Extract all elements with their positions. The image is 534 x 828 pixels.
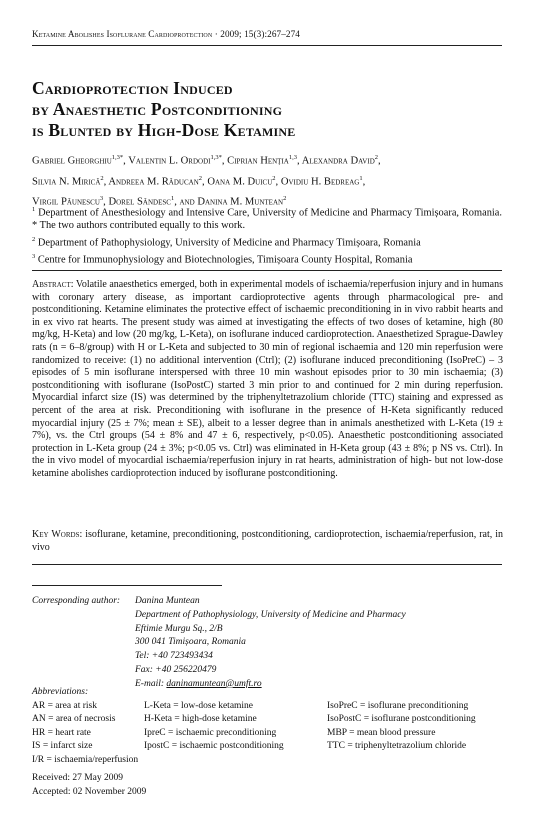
abbreviations-column-1: [32, 700, 138, 767]
author-affiliation: 2: [374, 154, 378, 161]
title-line: is Blunted by High-Dose Ketamine: [32, 120, 296, 140]
author-name: Oana M. Duicu: [207, 176, 273, 188]
author-affiliation: 1,3*: [210, 154, 222, 161]
abbreviation-item: IpreC = ischaemic preconditioning: [144, 727, 277, 738]
author-name: Ciprian Henția: [227, 155, 289, 167]
author-name: Alexandra David: [301, 155, 375, 167]
author-name: Gabriel Gheorghiu: [32, 155, 112, 167]
abbreviation-item: HR = heart rate: [32, 727, 91, 738]
title-line: Cardioprotection Induced: [32, 78, 233, 98]
email-link[interactable]: daninamuntean@umft.ro: [166, 678, 262, 689]
corresponding-city: 300 041 Timișoara, Romania: [135, 637, 246, 648]
affiliation-number: 1: [32, 206, 36, 213]
footnote-rule: [32, 585, 222, 586]
author-affiliation: 2: [283, 195, 287, 203]
author-affiliation: 1,3*: [111, 154, 124, 161]
abstract-text: Volatile anaesthetics emerged, both in experimental models of ischaemia/reperfusion injury and in humans with coronary artery disease, as important cardioprotective agents through pharmacological pre- and postconditioning. Ketamine eliminates the protective effect of ischaemic preconditioning in in vivo rabbit hearts and in ex vivo rat hearts. The present study was aimed at investigating the effects of two doses of ketamine, high (80 mg/kg, H-Keta) and low (20 mg/kg, L-Keta), on isoflurane induced cardioprotection. Anaesthetized Sprague-Dawley rats (n = 6–8/group) with H or L-Keta and subjected to 30 min of regional ischaemia and 120 min reperfusion were randomized to receive: (1) no additional intervention (Ctrl); (2) isoflurane induced preconditioning (IsoPreC) – 3 episodes of 5 min isoflurane interspersed with three 10 min washout episodes prior to 30 min ischaemia; (3) postconditioning with isoflurane (IsoPostC) started 3 min prior to and continued for 2 min during reperfusion. Myocardial infarct size (IS) was determined by the triphenyltetrazolium chloride (TTC) staining and expressed as percent of the area at risk. Preconditioning with isoflurane in the presence of H-Keta significantly reduced myocardial injury (25 ± 7%; mean ± SE), albeit to a lesser degree than in animals anesthetized with L-Keta (19 ± 7%), vs. the Ctrl groups (54 ± 8% and 47 ± 6, respectively, p<0.05). Anaesthetic postconditioning associated protection in L-Keta group (24 ± 3%; p<0.05 vs. Ctrl) was eliminated in H-Keta group (43 ± 8%; p NS vs. Ctrl). In the in vivo model of myocardial ischaemia/reperfusion injury in rat hearts, administration of high- but not low-dose ketamine abolishes cardioprotection induced by isoflurane postconditioning.: [32, 279, 503, 479]
author-list: Gabriel Gheorghiu$^{1,3*}$, Valentin L. Ordodi$^{1,3*}$, Ciprian Henția$^{1,3}$, Alexandra David$^2$, Silvia N. Mirică$^2$, Andreea M. Răducan$^2$, Oana M. Duicu$^2$, Ovidiu H. Bedreag$^1$, Virgil Păunescu$^3$, Dorel Săndesc$^1$, and Danina M. Muntean$^2$: [32, 154, 381, 208]
running-head-title: Ketamine Abolishes Isoflurane Cardioprotection: [32, 29, 213, 39]
author-name: Andreea M. Răducan: [108, 176, 199, 188]
abbreviations-column-2: [144, 700, 284, 754]
abbreviation-item: IsoPostC = isoflurane postconditioning: [327, 714, 476, 725]
accepted-date: Accepted: 02 November 2009: [32, 786, 147, 797]
abbreviation-item: I/R = ischaemia/reperfusion: [32, 754, 139, 765]
author-name: Ovidiu H. Bedreag: [280, 176, 360, 188]
abbreviation-item: IsoPreC = isoflurane preconditioning: [327, 701, 469, 711]
corresponding-name: Danina Muntean: [135, 596, 200, 606]
corresponding-tel: Tel: +40 723493434: [135, 651, 213, 662]
abbreviations-column-3: [327, 700, 476, 754]
affiliations: [32, 203, 502, 266]
received-date: Received: 27 May 2009: [32, 773, 124, 783]
abbreviation-item: AR = area at risk: [32, 701, 97, 711]
abbreviation-item: AN = area of necrosis: [32, 714, 116, 725]
affiliation-text: Centre for Immunophysiology and Biotechnologies, Timișoara County Hospital, Romania: [37, 254, 413, 266]
author-name: Dorel Săndesc: [108, 196, 171, 208]
abstract: Abstract: Volatile anaesthetics emerged, both in experimental models of ischaemia/reperfusion injury and in humans with coronary artery disease, as important cardioprotective agents through pharmacological pre- and postconditioning. Ketamine eliminates the protective effect of ischaemic preconditioning in in vivo rabbit hearts and in ex vivo rat hearts. The present study was aimed at investigating the effects of two doses of ketamine, high (80 mg/kg, H-Keta) and low (20 mg/kg, L-Keta), on isoflurane induced cardioprotection. Anaesthetized Sprague-Dawley rats (n = 6–8/group) with H or L-Keta and subjected to 30 min of regional ischaemia and 120 min reperfusion were randomized to receive: (1) no additional intervention (Ctrl); (2) isoflurane induced preconditioning (IsoPreC) – 3 episodes of 5 min isoflurane interspersed with three 10 min washout episodes prior to 30 min ischaemia; (3) postconditioning with isoflurane (IsoPostC) started 3 min prior to and continued for 2 min during reperfusion. Myocardial infarct size (IS) was determined by the triphenyltetrazolium chloride (TTC) staining and expressed as percent of the area at risk. Preconditioning with isoflurane in the presence of H-Keta significantly reduced myocardial injury (25 ± 7%; mean ± SE), albeit to a lesser degree than in animals anesthetized with L-Keta (19 ± 7%), vs. the Ctrl groups (54 ± 8% and 47 ± 6, respectively, p<0.05). Anaesthetic postconditioning associated protection in L-Keta group (24 ± 3%; p<0.05 vs. Ctrl) was eliminated in H-Keta group (43 ± 8%; p NS vs. Ctrl). In the in vivo model of myocardial ischaemia/reperfusion injury in rat hearts, administration of high- but not low-dose ketamine abolishes cardioprotection induced by isoflurane postconditioning.: [32, 279, 503, 479]
author-affiliation: 2: [198, 174, 203, 182]
author-name: Valentin L. Ordodi: [128, 155, 211, 167]
keywords-text: isoflurane, ketamine, preconditioning, postconditioning, cardioprotection, ischaemia/reperfusion, rat, in vivo: [32, 529, 504, 553]
article-title: [32, 78, 502, 141]
article-dates: [32, 772, 146, 800]
author-name: Silvia N. Mirică: [32, 176, 101, 188]
corresponding-dept: Department of Pathophysiology, University of Medicine and Pharmacy: [135, 609, 406, 620]
running-head: [32, 29, 502, 39]
author-affiliation: 2: [100, 174, 104, 182]
affiliation-number: 3: [32, 252, 36, 260]
running-head-citation: · 2009; 15(3):267–274: [212, 29, 300, 39]
abbreviation-item: IS = infarct size: [32, 741, 93, 752]
abbreviation-item: TTC = triphenyltetrazolium chloride: [327, 741, 467, 752]
header-rule: [32, 45, 502, 46]
author-affiliation: 1: [170, 195, 175, 203]
abbreviations-label: Abbreviations:: [32, 687, 89, 697]
abbreviation-item: MBP = mean blood pressure: [327, 727, 436, 738]
author-affiliation: 3: [99, 195, 104, 203]
affiliation-text: Department of Anesthesiology and Intensive Care, University of Medicine and Pharmacy Timișoara, Romania. * The two authors contributed equally to this work.: [32, 207, 502, 232]
author-affiliation: 1: [359, 174, 363, 182]
corresponding-label: Corresponding author:: [32, 596, 121, 606]
affiliation-text: Department of Pathophysiology, University of Medicine and Pharmacy Timișoara, Romania: [37, 237, 421, 249]
keywords: Key Words: isoflurane, ketamine, preconditioning, postconditioning, cardioprotection, ischaemia/reperfusion, rat, in vivo: [32, 529, 504, 553]
corresponding-fax: Fax: +40 256220479: [135, 664, 217, 675]
author-affiliation: 2: [272, 174, 276, 182]
author-affiliation: 1,3: [288, 154, 297, 161]
author-name: Virgil Păunescu: [32, 196, 100, 208]
author-name: and Danina M. Muntean: [179, 196, 284, 208]
email-label: E-mail:: [135, 678, 167, 689]
corresponding-street: Eftimie Murgu Sq., 2/B: [135, 623, 223, 634]
abstract-top-rule: [32, 270, 502, 271]
title-line: by Anaesthetic Postconditioning: [32, 99, 283, 119]
abstract-label: Abstract: [32, 279, 71, 290]
abbreviation-item: L-Keta = low-dose ketamine: [144, 701, 254, 711]
affiliation-number: 2: [32, 236, 36, 244]
abstract-bottom-rule: [32, 564, 502, 565]
abbreviation-item: H-Keta = high-dose ketamine: [144, 714, 257, 725]
abbreviation-item: IpostC = ischaemic postconditioning: [144, 741, 284, 752]
keywords-label: Key Words: [32, 529, 80, 540]
